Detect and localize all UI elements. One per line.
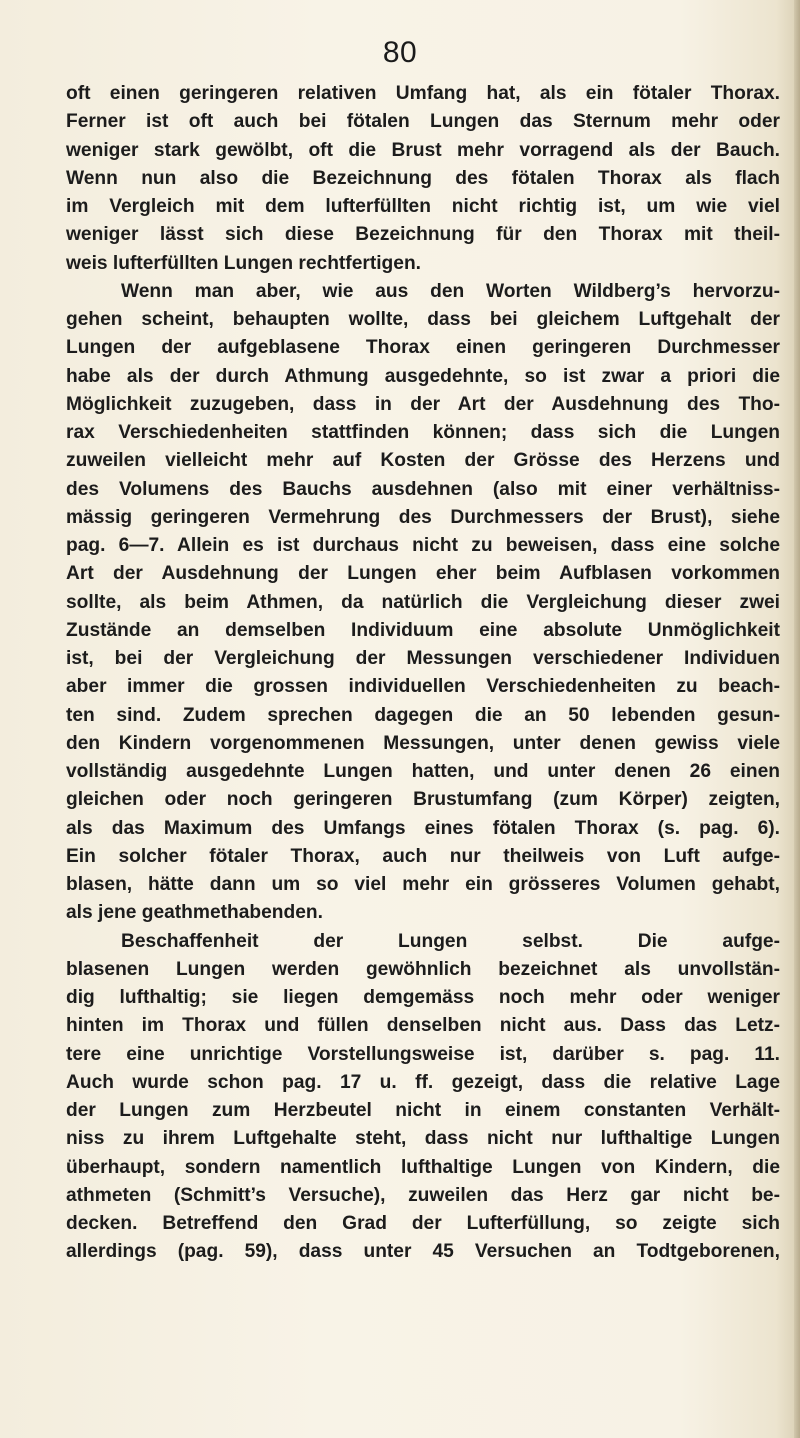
text-line: im Vergleich mit dem lufterfüllten nicht richtig ist, um wie viel [66,196,780,217]
text-line: als das Maximum des Umfangs eines fötalen Thorax (s. pag. 6). [66,817,780,839]
text-line: den Kindern vorgenommenen Messungen, unter denen gewiss viele [66,732,780,754]
text-line: weniger lässt sich diese Bezeichnung für den Thorax mit theil- [66,224,780,246]
text-line: Ferner ist oft auch bei fötalen Lungen das Sternum mehr oder [66,111,780,133]
text-line: decken. Betreffend den Grad der Lufterfüllung, so zeigte sich [66,1213,780,1234]
text-line: habe als der durch Athmung ausgedehnte, so ist zwar a priori die [66,365,780,387]
text-line: dig lufthaltig; sie liegen demgemäss noch mehr oder weniger [66,987,780,1008]
text-line: gleichen oder noch geringeren Brustumfang (zum Körper) zeigten, [66,789,780,811]
text-line: ist, bei der Vergleichung der Messungen verschiedener Individuen [66,648,780,669]
text-line: Auch wurde schon pag. 17 u. ff. gezeigt, dass die relative Lage [66,1071,780,1093]
body-text [66,80,780,1267]
text-line: blasenen Lungen werden gewöhnlich bezeichnet als unvollstän- [66,958,780,980]
text-line: oft einen geringeren relativen Umfang hat, als ein fötaler Thorax. [66,83,780,104]
text-line: Beschaffenheit der Lungen selbst. Die aufge- [121,930,780,952]
text-line: tere eine unrichtige Vorstellungsweise ist, darüber s. pag. 11. [66,1043,780,1065]
text-line: gehen scheint, behaupten wollte, dass bei gleichem Luftgehalt der [66,309,780,330]
text-line: Lungen der aufgeblasene Thorax einen geringeren Durchmesser [66,337,780,359]
text-line: Wenn man aber, wie aus den Worten Wildberg’s hervorzu- [121,280,780,302]
text-line: Wenn nun also die Bezeichnung des fötalen Thorax als flach [66,167,780,189]
text-line: Möglichkeit zuzugeben, dass in der Art der Ausdehnung des Tho- [66,393,780,415]
text-line: Ein solcher fötaler Thorax, auch nur theilweis von Luft aufge- [66,845,780,867]
text-line: hinten im Thorax und füllen denselben nicht aus. Dass das Letz- [66,1015,780,1037]
text-line: als jene geathmethabenden. [66,902,323,924]
page-edge-shadow [794,0,800,1438]
text-line: athmeten (Schmitt’s Versuche), zuweilen das Herz gar nicht be- [66,1184,780,1206]
text-line: pag. 6—7. Allein es ist durchaus nicht zu beweisen, dass eine solche [66,535,780,556]
text-line: weis lufterfüllten Lungen rechtfertigen. [66,252,421,274]
text-line: rax Verschiedenheiten stattfinden können; dass sich die Lungen [66,422,780,443]
text-line: mässig geringeren Vermehrung des Durchmessers der Brust), siehe [66,506,780,528]
text-line: ten sind. Zudem sprechen dagegen die an 50 lebenden gesun- [66,704,780,726]
text-line: überhaupt, sondern namentlich lufthaltige Lungen von Kindern, die [66,1156,780,1178]
text-line: zuweilen vielleicht mehr auf Kosten der Grösse des Herzens und [66,450,780,472]
text-line: des Volumens des Bauchs ausdehnen (also mit einer verhältniss- [66,478,780,500]
text-line: Zustände an demselben Individuum eine absolute Unmöglichkeit [66,619,780,641]
text-line: niss zu ihrem Luftgehalte steht, dass nicht nur lufthaltige Lungen [66,1128,780,1150]
text-line: blasen, hätte dann um so viel mehr ein grösseres Volumen gehabt, [66,874,780,895]
text-line: weniger stark gewölbt, oft die Brust mehr vorragend als der Bauch. [66,139,780,161]
text-line: vollständig ausgedehnte Lungen hatten, und unter denen 26 einen [66,761,780,782]
text-line: der Lungen zum Herzbeutel nicht in einem constanten Verhält- [66,1100,780,1121]
text-line: Art der Ausdehnung der Lungen eher beim Aufblasen vorkommen [66,563,780,585]
text-line: allerdings (pag. 59), dass unter 45 Versuchen an Todtgeborenen, [66,1241,780,1263]
text-line: sollte, als beim Athmen, da natürlich die Vergleichung dieser zwei [66,591,780,613]
text-line: aber immer die grossen individuellen Verschiedenheiten zu beach- [66,676,780,698]
page-number: 80 [382,36,418,69]
